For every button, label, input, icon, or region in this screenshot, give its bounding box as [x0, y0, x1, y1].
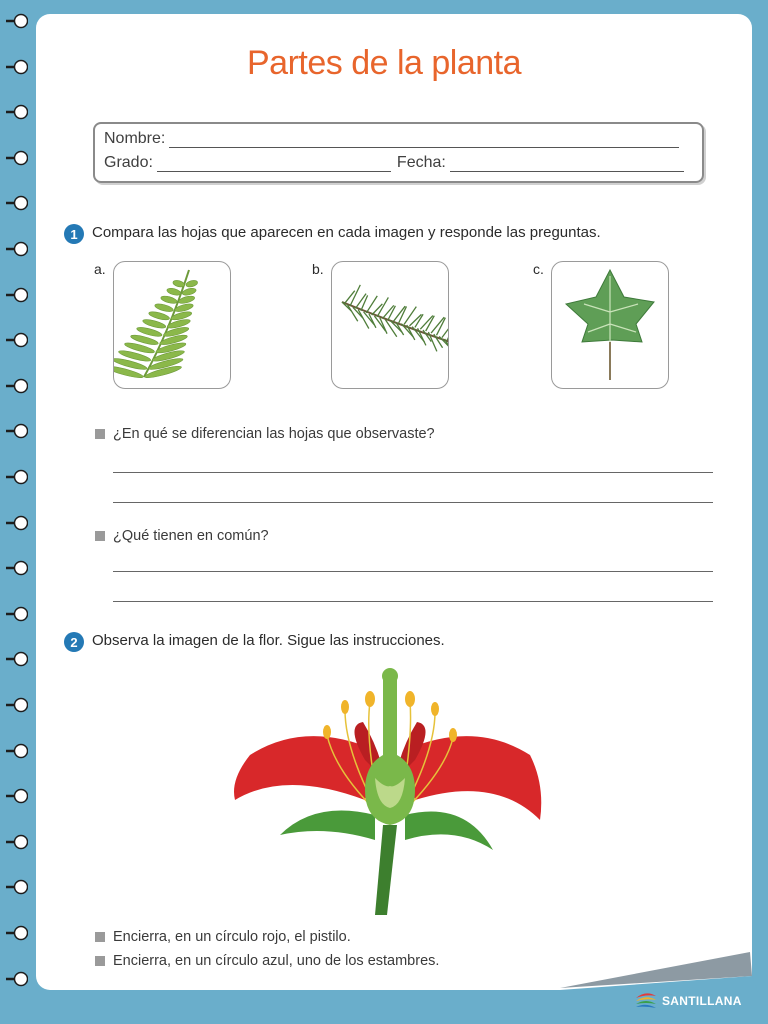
- spiral-ring: [6, 512, 28, 534]
- left-petal: [234, 736, 375, 800]
- question-2-number: 2: [64, 632, 84, 652]
- spiral-ring: [6, 466, 28, 488]
- answer-line[interactable]: [113, 502, 713, 503]
- student-info-box: [93, 122, 704, 183]
- santillana-logo-icon: [634, 990, 658, 1012]
- option-b-label: b.: [312, 261, 324, 277]
- fern-leaf-icon: [114, 262, 231, 389]
- bullet-square: [95, 956, 105, 966]
- spiral-ring: [6, 968, 28, 990]
- spiral-ring: [6, 284, 28, 306]
- left-sepal: [280, 811, 375, 841]
- spiral-ring: [6, 192, 28, 214]
- option-a-image: [113, 261, 231, 389]
- answer-line[interactable]: [113, 571, 713, 572]
- pine-needle: [434, 334, 443, 348]
- date-field[interactable]: [450, 156, 684, 172]
- option-c-image: [551, 261, 669, 389]
- grade-row: [104, 154, 684, 172]
- spiral-ring: [6, 603, 28, 625]
- option-b-image: [331, 261, 449, 389]
- spiral-ring: [6, 238, 28, 260]
- spiral-ring: [6, 922, 28, 944]
- question-2-instruction-1: [95, 929, 351, 945]
- grade-field[interactable]: [157, 156, 391, 172]
- ivy-leaf-icon: [552, 262, 669, 389]
- bullet-square: [95, 531, 105, 541]
- pine-needle: [442, 326, 449, 338]
- publisher-logo: [634, 990, 742, 1012]
- question-1-sub-1-text: ¿En qué se diferencian las hojas que observaste?: [113, 426, 435, 442]
- spiral-ring: [6, 147, 28, 169]
- right-petal: [405, 736, 541, 820]
- fern-pinna: [154, 302, 174, 313]
- question-1-sub-1: [95, 426, 435, 442]
- name-label: Nombre:: [104, 130, 166, 147]
- spiral-ring: [6, 557, 28, 579]
- fern-pinna: [166, 287, 181, 296]
- question-2-instruction-2: [95, 953, 439, 969]
- spiral-ring: [6, 420, 28, 442]
- flower-cross-section-image: [225, 660, 555, 920]
- stem: [375, 825, 397, 915]
- name-field[interactable]: [169, 132, 679, 148]
- bullet-square: [95, 429, 105, 439]
- spiral-ring: [6, 101, 28, 123]
- question-1-number: 1: [64, 224, 84, 244]
- brand-name: SANTILLANA: [662, 994, 742, 1008]
- fern-pinna: [160, 295, 178, 305]
- answer-line[interactable]: [113, 601, 713, 602]
- question-1-sub-2: [95, 528, 269, 544]
- spiral-ring: [6, 329, 28, 351]
- date-label: Fecha:: [396, 154, 446, 171]
- spiral-binding: [0, 0, 36, 1024]
- spiral-ring: [6, 10, 28, 32]
- question-2-instruction-2-text: Encierra, en un círculo azul, uno de los estambres.: [113, 953, 440, 969]
- answer-line[interactable]: [113, 472, 713, 473]
- question-2-text: Observa la imagen de la flor. Sigue las instrucciones.: [92, 632, 445, 649]
- pine-needle: [361, 295, 368, 310]
- question-1-text: Compara las hojas que aparecen en cada imagen y responde las preguntas.: [92, 224, 601, 241]
- spiral-ring: [6, 648, 28, 670]
- option-a-label: a.: [94, 261, 106, 277]
- spiral-ring: [6, 785, 28, 807]
- grade-label: Grado:: [104, 154, 153, 171]
- spiral-ring: [6, 694, 28, 716]
- name-row: [104, 130, 679, 148]
- right-sepal: [405, 812, 493, 850]
- spiral-ring: [6, 740, 28, 762]
- fern-pinna: [172, 279, 185, 288]
- pine-needle: [345, 291, 355, 304]
- spiral-ring: [6, 876, 28, 898]
- spiral-ring: [6, 375, 28, 397]
- question-1-sub-2-text: ¿Qué tienen en común?: [113, 528, 269, 544]
- spiral-ring: [6, 831, 28, 853]
- pine-branch-icon: [332, 262, 449, 389]
- pine-needle: [418, 328, 426, 345]
- stigma: [382, 668, 398, 684]
- bullet-square: [95, 932, 105, 942]
- question-2-instruction-1-text: Encierra, en un círculo rojo, el pistilo.: [113, 929, 351, 945]
- page-title: Partes de la planta: [246, 44, 522, 82]
- fern-pinna: [185, 279, 198, 288]
- option-c-label: c.: [533, 261, 544, 277]
